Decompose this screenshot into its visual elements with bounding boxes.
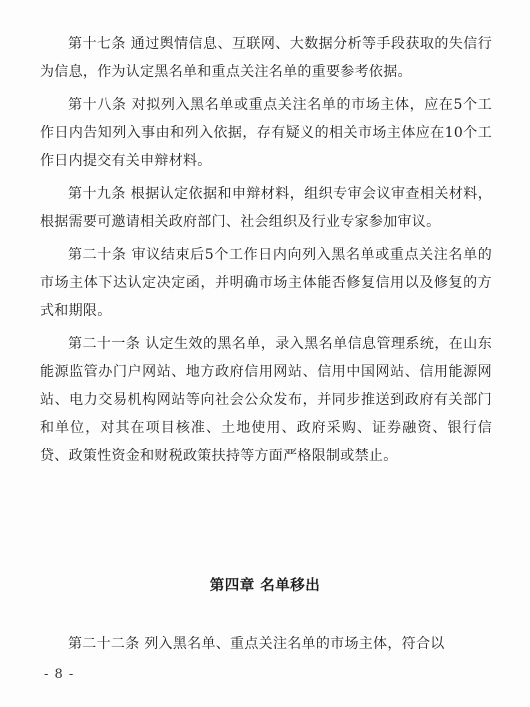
article-21-paragraph: 第二十一条 认定生效的黑名单，录入黑名单信息管理系统，在山东能源监管办门户网站、地方政府信用网站、信用中国网站、信用能源网站、电力交易机构网站等向社会公众发布，并同步推送到政府有关部门和单位，对其在项目核准、土地使用、政府采购、证券融资、银行信贷、政策性资金和财税政策扶持等方面严格限制或禁止。 <box>40 336 492 464</box>
article-body <box>40 30 492 475</box>
article-20-paragraph: 第二十条 审议结束后5个工作日内向列入黑名单或重点关注名单的市场主体下达认定决定函，并明确市场主体能否修复信用以及修复的方式和期限。 <box>40 247 492 319</box>
article-18-paragraph: 第十八条 对拟列入黑名单或重点关注名单的市场主体，应在5个工作日内告知列入事由和列入依据，存有疑义的相关市场主体应在10个工作日内提交有关申辩材料。 <box>40 97 492 169</box>
page-number: - 8 - <box>44 667 75 682</box>
article-22-paragraph: 第二十二条 列入黑名单、重点关注名单的市场主体，符合以 <box>68 636 445 652</box>
article-17-paragraph: 第十七条 通过舆情信息、互联网、大数据分析等手段获取的失信行为信息，作为认定黑名单和重点关注名单的重要参考依据。 <box>40 36 492 80</box>
chapter-heading: 第四章 名单移出 <box>209 578 321 594</box>
article-19-paragraph: 第十九条 根据认定依据和申辩材料，组织专审会议审查相关材料，根据需要可邀请相关政府部门、社会组织及行业专家参加审议。 <box>40 186 492 230</box>
